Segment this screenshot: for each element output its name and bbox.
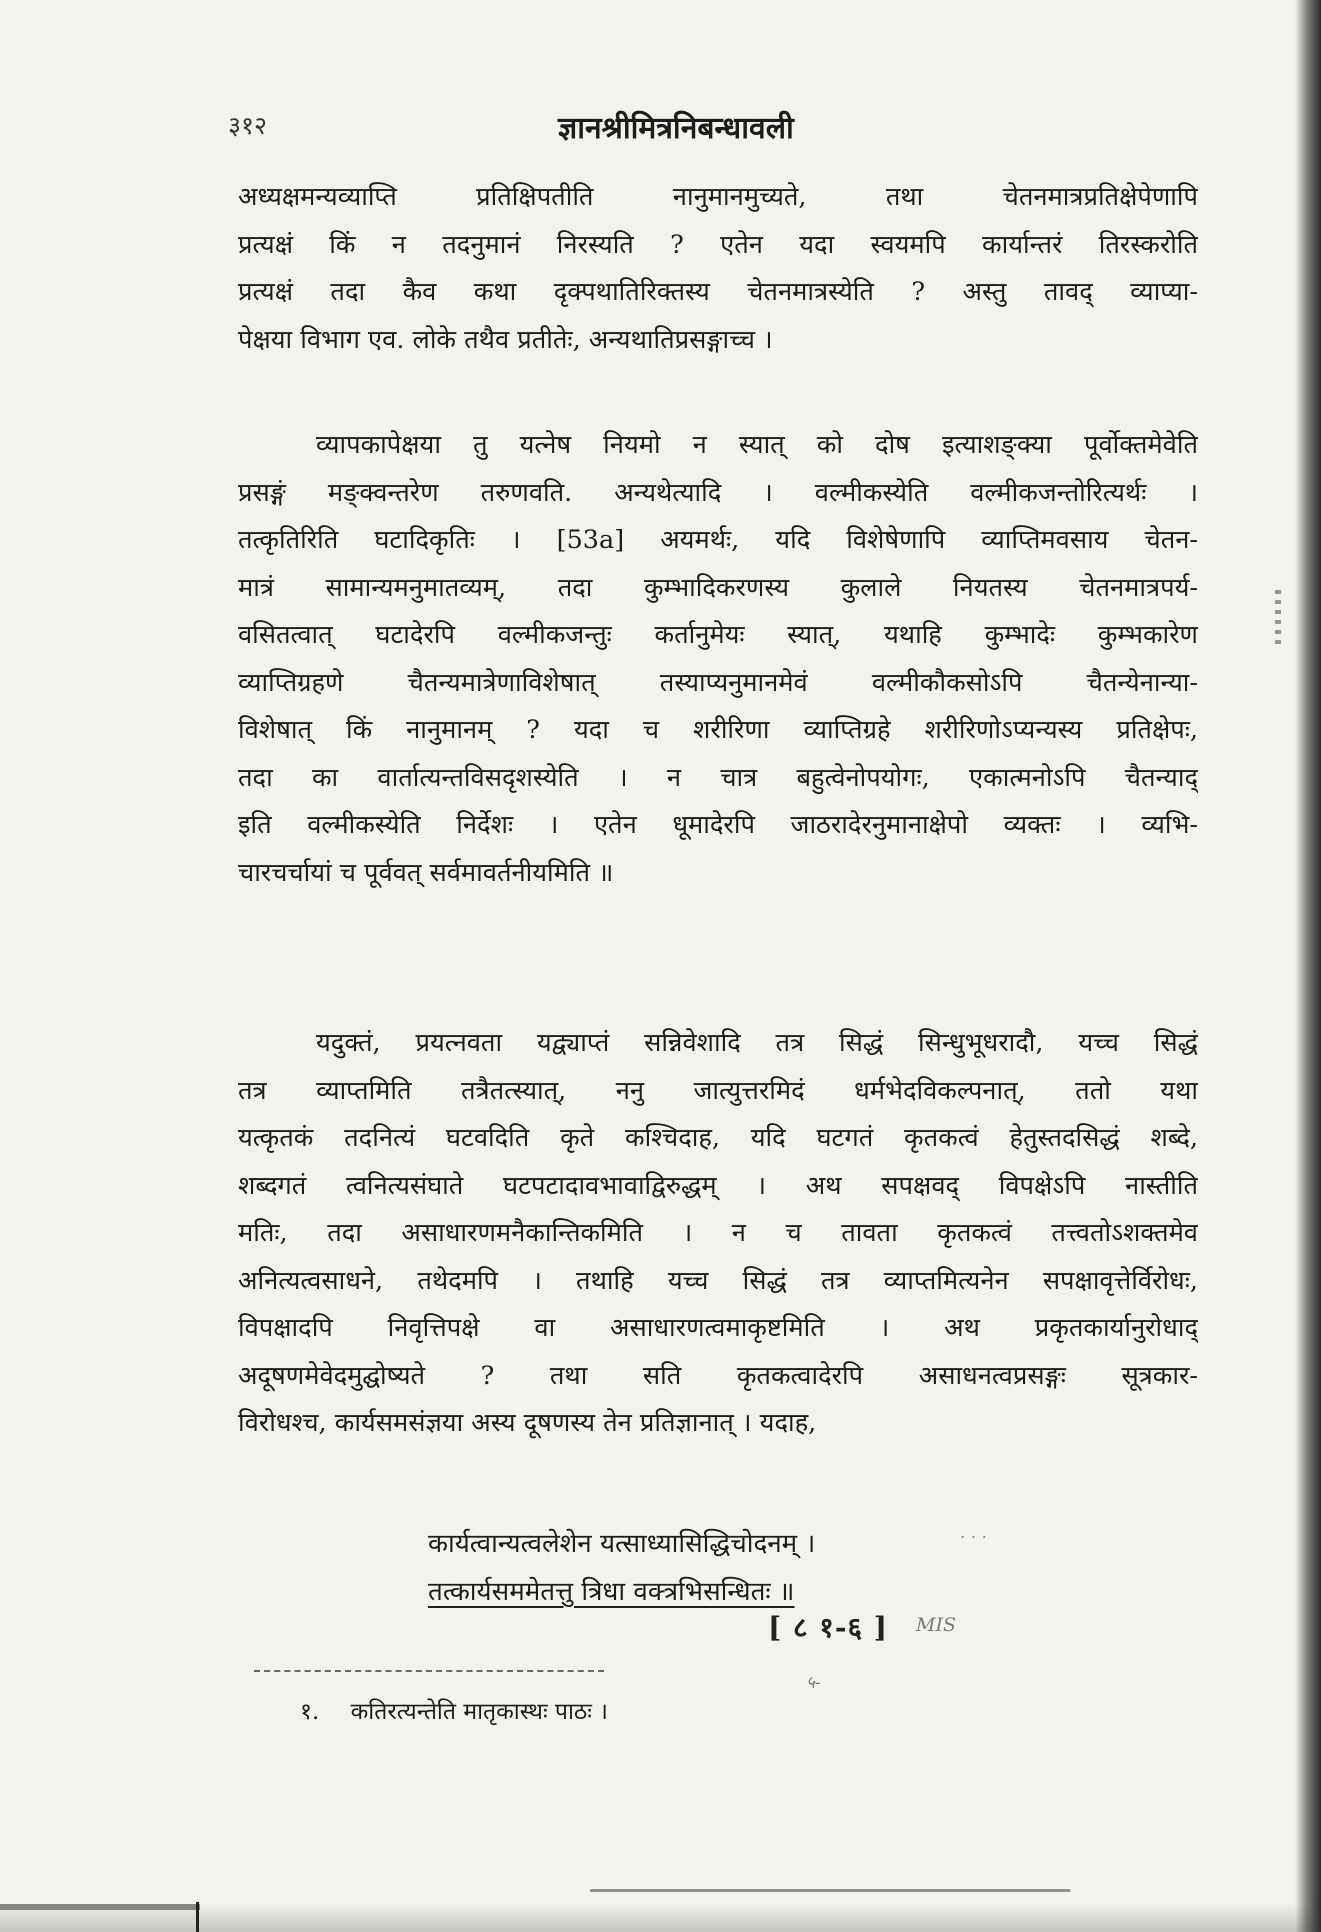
text-line: तत्कृतिरिति घटादिकृतिः । [53a] अयमर्थः, यदि विशेषेणापि व्याप्तिमवसाय चेतन- (238, 525, 1198, 555)
verse-line-1: कार्यत्वान्यत्वलेशेन यत्साध्यासिद्धिचोदनम् । (428, 1529, 816, 1559)
text-line: प्रसङ्गं मङ्क्वन्तरेण तरुणवति. अन्यथेत्यादि । वल्मीकस्येति वल्मीकजन्तोरित्यर्थः । (238, 477, 1198, 508)
text-line: प्रत्यक्षं किं न तदनुमानं निरस्यति ? एतेन यदा स्वयमपि कार्यान्तरं तिरस्करोति (238, 229, 1198, 260)
footnote-text: कतिरत्यन्तेति मातृकास्थः पाठः । (350, 1699, 608, 1725)
text-line: व्यापकापेक्षया तु यत्नेष नियमो न स्यात् को दोष इत्याशङ्क्या पूर्वोक्तमेवेति (316, 430, 1198, 460)
text-line: पेक्षया विभाग एव. लोके तथैव प्रतीतेः, अन्यथातिप्रसङ्गाच्च । (238, 324, 773, 355)
verse-block (428, 1520, 988, 1616)
text-line: मतिः, तदा असाधारणमनैकान्तिकमिति । न च तावता कृतकत्वं तत्त्वतोऽशक्तमेव (238, 1218, 1198, 1248)
paragraph-1 (238, 174, 1198, 364)
paragraph-2 (238, 422, 1198, 897)
book-spine-shadow (1295, 0, 1321, 1932)
handwritten-note: · · · (960, 1528, 988, 1548)
handwritten-note: ५- (806, 1673, 821, 1693)
paragraph-3 (238, 1020, 1198, 1448)
scan-artifact (196, 1902, 199, 1932)
page-header (228, 108, 1188, 148)
text-line: मात्रं सामान्यमनुमातव्यम्, तदा कुम्भादिकरणस्य कुलाले नियतस्य चेतनमात्रपर्य- (238, 572, 1198, 603)
text-line: यत्कृतकं तदनित्यं घटवदिति कृते कश्चिदाह, यदि घटगतं कृतकत्वं हेतुस्तदसिद्धं शब्दे, (238, 1123, 1198, 1153)
footnote-rule (254, 1670, 604, 1672)
footnote (300, 1694, 608, 1726)
text-line: अदूषणमेवेदमुद्घोष्यते ? तथा सति कृतकत्वादेरपि असाधनत्वप्रसङ्गः सूत्रकार- (238, 1360, 1198, 1391)
footnote-number: १. (300, 1699, 320, 1725)
handwritten-note: MIS (916, 1614, 956, 1636)
page-number: ३१२ (228, 111, 268, 140)
text-line: शब्दगतं त्वनित्यसंघाते घटपटादावभावाद्विरुद्धम् । अथ सपक्षवद् विपक्षेऽपि नास्तीति (238, 1170, 1198, 1201)
text-line: विपक्षादपि निवृत्तिपक्षे वा असाधारणत्वमाकृष्टमिति । अथ प्रकृतकार्यानुरोधाद् (238, 1313, 1198, 1343)
running-title: ज्ञानश्रीमित्रनिबन्धावली (558, 111, 794, 146)
text-line: तत्र व्याप्तमिति तत्रैतत्स्यात्, ननु जात्युत्तरमिदं धर्मभेदविकल्पनात्, ततो यथा (238, 1075, 1198, 1106)
verse-line-2: तत्कार्यसममेतत्तु त्रिधा वक्त्रभिसन्धितः ॥ (428, 1577, 795, 1607)
text-line: वसितत्वात् घटादेरपि वल्मीकजन्तुः कर्तानुमेयः स्यात्, यथाहि कुम्भादेः कुम्भकारेण (238, 620, 1198, 650)
scan-artifact (1275, 590, 1281, 650)
text-line: प्रत्यक्षं तदा कैव कथा दृक्पथातिरिक्तस्य चेतनमात्रस्येति ? अस्तु तावद् व्याप्या- (238, 277, 1198, 307)
text-line: व्याप्तिग्रहणे चैतन्यमात्रेणाविशेषात् तस्याप्यनुमानमेवं वल्मीकौकसोऽपि चैतन्येनान्या- (238, 667, 1198, 698)
text-line: तदा का वार्तात्यन्तविसदृशस्येति । न चात्र बहुत्वेनोपयोगः, एकात्मनोऽपि चैतन्याद् (238, 762, 1198, 793)
verse-reference: [ ८ १-६ ] (768, 1611, 889, 1644)
scan-artifact (590, 1889, 1070, 1892)
text-line: इति वल्मीकस्येति निर्देशः । एतेन धूमादेरपि जाठरादेरनुमानाक्षेपो व्यक्तः । व्यभि- (238, 810, 1198, 840)
text-line: यदुक्तं, प्रयत्नवता यद्व्याप्तं सन्निवेशादि तत्र सिद्धं सिन्धुभूधरादौ, यच्च सिद्धं (316, 1028, 1198, 1058)
text-line: विशेषात् किं नानुमानम् ? यदा च शरीरिणा व्याप्तिग्रहे शरीरिणोऽप्यन्यस्य प्रतिक्षेपः, (238, 715, 1198, 745)
text-line: चारचर्चायां च पूर्ववत् सर्वमावर्तनीयमिति ॥ (238, 857, 614, 888)
text-line: अध्यक्षमन्यव्याप्ति प्रतिक्षिपतीति नानुमानमुच्यते, तथा चेतनमात्रप्रतिक्षेपेणापि (238, 182, 1198, 212)
text-line: विरोधश्च, कार्यसमसंज्ञया अस्य दूषणस्य तेन प्रतिज्ञानात् । यदाह, (238, 1408, 817, 1438)
text-line: अनित्यत्वसाधने, तथेदमपि । तथाहि यच्च सिद्धं तत्र व्याप्तमित्यनेन सपक्षावृत्तेर्विरोधः, (238, 1265, 1198, 1296)
scan-artifact (0, 1904, 200, 1910)
